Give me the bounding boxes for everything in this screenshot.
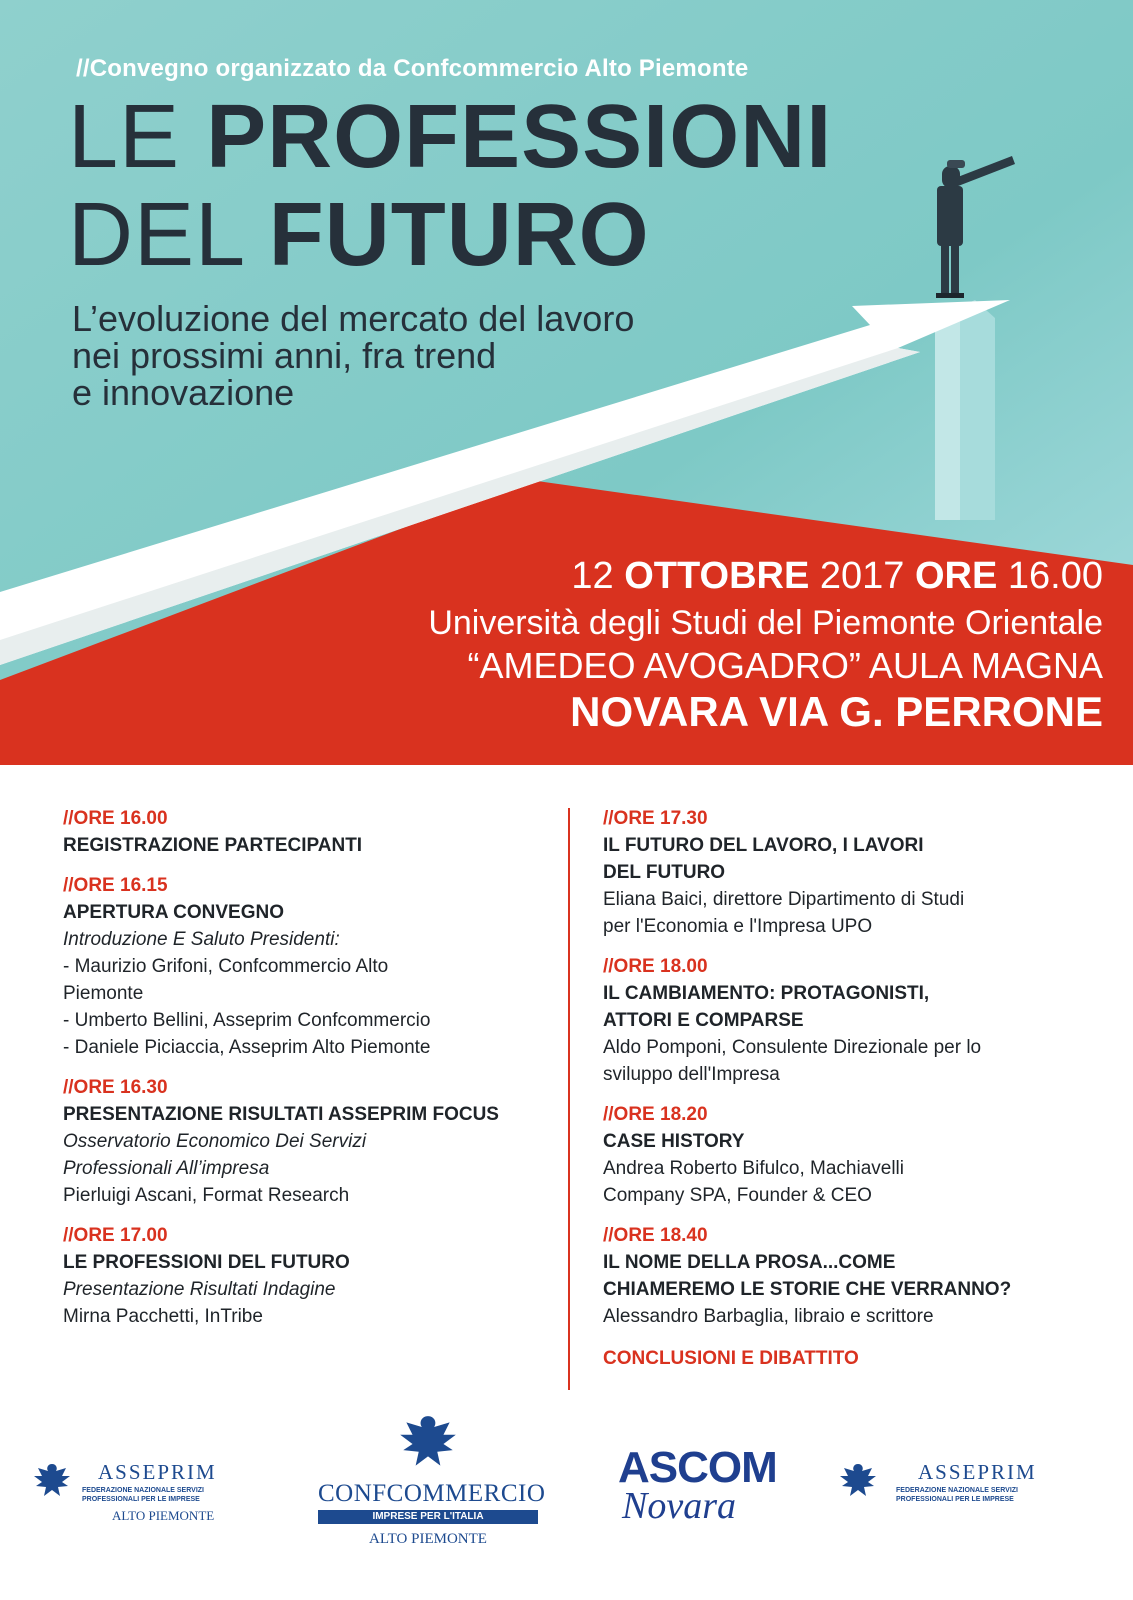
ascom-novara-logo — [618, 1443, 777, 1536]
asseprim-line1: FEDERAZIONE NAZIONALE SERVIZI — [82, 1487, 204, 1494]
program-item — [603, 806, 1103, 940]
ascom-name: ASCOM — [618, 1443, 777, 1492]
program-speaker: Aldo Pomponi, Consulente Direzionale per lo — [603, 1037, 982, 1058]
eagle-icon — [393, 1410, 463, 1478]
program-item — [603, 1102, 1103, 1209]
asseprim-name: ASSEPRIM — [918, 1460, 1037, 1484]
program-speaker: Eliana Baici, direttore Dipartimento di Studi — [603, 889, 965, 910]
subtitle — [72, 300, 634, 411]
sponsor-logos — [0, 1420, 1133, 1590]
program-time: //ORE 16.30 — [63, 1077, 168, 1098]
program-speaker: Mirna Pacchetti, InTribe — [63, 1306, 263, 1327]
title-futuro: FUTURO — [268, 185, 650, 285]
program-heading: REGISTRAZIONE PARTECIPANTI — [63, 835, 363, 856]
subtitle-line: e innovazione — [72, 372, 295, 413]
event-month: OTTOBRE — [624, 555, 810, 597]
program-heading: CASE HISTORY — [603, 1131, 745, 1152]
title-professioni: PROFESSIONI — [206, 87, 833, 187]
program-speaker: per l'Economia e l'Impresa UPO — [603, 916, 873, 937]
event-university: Università degli Studi del Piemonte Orientale — [428, 604, 1103, 642]
hero-banner — [0, 0, 1133, 765]
program-time: //ORE 16.15 — [63, 875, 168, 896]
asseprim-line2: PROFESSIONALI PER LE IMPRESE — [896, 1496, 1014, 1503]
program-speaker: Andrea Roberto Bifulco, Machiavelli — [603, 1158, 904, 1179]
event-aula: “AMEDEO AVOGADRO” AULA MAGNA — [467, 645, 1103, 686]
program-subheading: Osservatorio Economico Dei Servizi — [63, 1131, 367, 1152]
program-item — [63, 1223, 553, 1330]
asseprim-logo-right — [836, 1460, 1096, 1540]
program-speaker: Pierluigi Ascani, Format Research — [63, 1185, 350, 1206]
title-line-1 — [68, 87, 833, 187]
program-speaker: - Maurizio Grifoni, Confcommercio Alto — [63, 956, 389, 977]
title-line-2 — [68, 185, 650, 285]
program-time: //ORE 16.00 — [63, 808, 168, 829]
program-subheading: Introduzione E Saluto Presidenti: — [63, 929, 340, 950]
confcommercio-logo — [318, 1410, 546, 1580]
program-speaker: Alessandro Barbaglia, libraio e scrittore — [603, 1306, 934, 1327]
event-day: 12 — [571, 555, 625, 597]
program-item — [63, 873, 553, 1061]
program-heading: PRESENTAZIONE RISULTATI ASSEPRIM FOCUS — [63, 1104, 499, 1125]
program-time: //ORE 18.40 — [603, 1225, 708, 1246]
asseprim-name: ASSEPRIM — [98, 1460, 217, 1484]
program-left-column — [63, 806, 553, 1344]
program-heading: IL NOME DELLA PROSA...COME — [603, 1252, 896, 1273]
program-speaker: Company SPA, Founder & CEO — [603, 1185, 872, 1206]
title-del: DEL — [68, 185, 269, 285]
event-address: NOVARA VIA G. PERRONE — [570, 688, 1103, 735]
ascom-city: Novara — [622, 1485, 736, 1527]
event-date — [571, 555, 1103, 598]
confcommercio-region: ALTO PIEMONTE — [369, 1531, 487, 1547]
program-right-column — [603, 806, 1103, 1372]
program-speaker: - Umberto Bellini, Asseprim Confcommercio — [63, 1010, 431, 1031]
conclusion-label: CONCLUSIONI E DIBATTITO — [603, 1348, 859, 1369]
asseprim-line1: FEDERAZIONE NAZIONALE SERVIZI — [896, 1487, 1018, 1494]
program-time: //ORE 18.20 — [603, 1104, 708, 1125]
event-ore: ORE — [914, 555, 998, 597]
program-item — [63, 1075, 553, 1209]
program-heading: CHIAMEREMO LE STORIE CHE VERRANNO? — [603, 1279, 1012, 1300]
program-heading: IL FUTURO DEL LAVORO, I LAVORI — [603, 835, 924, 856]
program-speaker: - Daniele Piciaccia, Asseprim Alto Piemonte — [63, 1037, 431, 1058]
program-heading: DEL FUTURO — [603, 862, 726, 883]
program-item — [63, 806, 553, 859]
subtitle-line: L’evoluzione del mercato del lavoro — [72, 298, 635, 339]
confcommercio-name: CONFCOMMERCIO — [318, 1480, 546, 1507]
program-subheading: Professionali All’impresa — [63, 1158, 270, 1179]
asseprim-line2: PROFESSIONALI PER LE IMPRESE — [82, 1496, 200, 1503]
program-time: //ORE 18.00 — [603, 956, 708, 977]
subtitle-line: nei prossimi anni, fra trend — [72, 335, 497, 376]
asseprim-logo-left — [30, 1460, 260, 1540]
event-year: 2017 — [809, 555, 915, 597]
confcommercio-tagline: IMPRESE PER L'ITALIA — [372, 1511, 484, 1522]
program-heading: ATTORI E COMPARSE — [603, 1010, 804, 1031]
program-heading: APERTURA CONVEGNO — [63, 902, 284, 923]
program-speaker: Piemonte — [63, 983, 144, 1004]
program-time: //ORE 17.00 — [63, 1225, 168, 1246]
eagle-icon — [836, 1460, 880, 1504]
kicker-text: //Convegno organizzato da Confcommercio Alto Piemonte — [76, 55, 749, 82]
title-le: LE — [68, 87, 207, 187]
program-speaker: sviluppo dell'Impresa — [603, 1064, 780, 1085]
program-heading: IL CAMBIAMENTO: PROTAGONISTI, — [603, 983, 930, 1004]
program-subheading: Presentazione Risultati Indagine — [63, 1279, 336, 1300]
eagle-icon — [30, 1460, 74, 1504]
program-heading: LE PROFESSIONI DEL FUTURO — [63, 1252, 350, 1273]
event-time: 16.00 — [997, 555, 1103, 597]
program-item — [603, 1223, 1103, 1330]
program-time: //ORE 17.30 — [603, 808, 708, 829]
asseprim-region: ALTO PIEMONTE — [112, 1508, 215, 1523]
program-item — [603, 954, 1103, 1088]
column-divider — [568, 808, 570, 1390]
